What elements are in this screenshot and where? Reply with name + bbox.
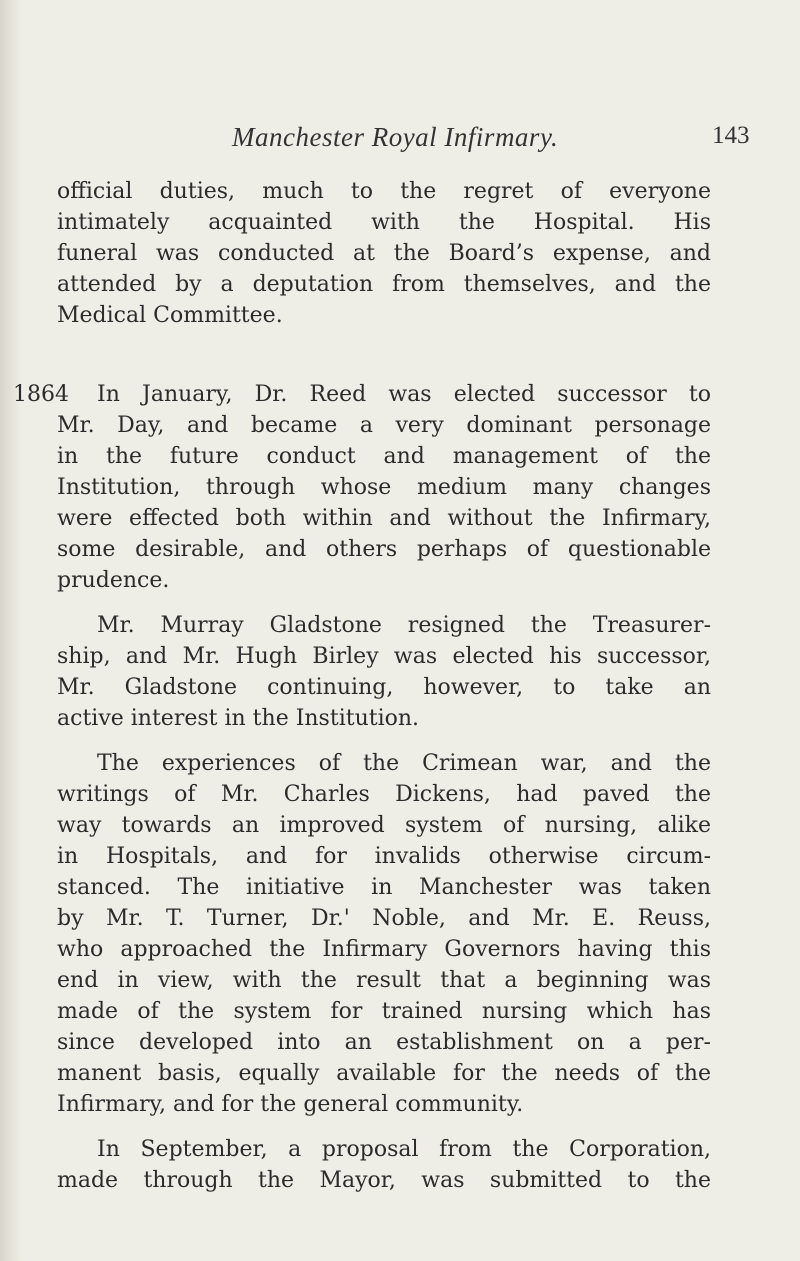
text-line: stanced. The initiative in Manchester was taken: [57, 875, 711, 900]
text-line: by Mr. T. Turner, Dr.' Noble, and Mr. E. Reuss,: [57, 906, 711, 931]
text-line: Mr. Gladstone continuing, however, to take an: [57, 675, 711, 700]
text-line: manent basis, equally available for the needs of the: [57, 1061, 711, 1086]
page-number: 143: [712, 122, 750, 149]
text-line: ship, and Mr. Hugh Birley was elected his successor,: [57, 644, 711, 669]
text-line: official duties, much to the regret of everyone: [57, 179, 711, 204]
text-line: In January, Dr. Reed was elected successor to: [97, 382, 711, 407]
text-line: The experiences of the Crimean war, and the: [97, 751, 711, 776]
text-line: made through the Mayor, was submitted to the: [57, 1168, 711, 1193]
text-line: attended by a deputation from themselves, and the: [57, 272, 711, 297]
text-line: in Hospitals, and for invalids otherwise circum-: [57, 844, 711, 869]
text-line: active interest in the Institution.: [57, 706, 420, 731]
text-line: funeral was conducted at the Board’s expense, and: [57, 241, 711, 266]
page-spine-shadow: [0, 0, 22, 1261]
text-line: since developed into an establishment on a per-: [57, 1030, 711, 1055]
margin-year-note: 1864: [13, 382, 69, 407]
text-line: who approached the Infirmary Governors having this: [57, 937, 711, 962]
text-line: Institution, through whose medium many changes: [57, 475, 711, 500]
text-line: made of the system for trained nursing which has: [57, 999, 711, 1024]
text-line: Mr. Murray Gladstone resigned the Treasurer-: [97, 613, 711, 638]
text-line: way towards an improved system of nursing, alike: [57, 813, 711, 838]
text-line: end in view, with the result that a beginning was: [57, 968, 711, 993]
text-line: Medical Committee.: [57, 303, 283, 328]
text-line: Mr. Day, and became a very dominant personage: [57, 413, 711, 438]
text-line: writings of Mr. Charles Dickens, had paved the: [57, 782, 711, 807]
text-line: were effected both within and without the Infirmary,: [57, 506, 711, 531]
running-head-title: Manchester Royal Infirmary.: [232, 122, 559, 152]
running-head: [0, 120, 800, 160]
text-line: in the future conduct and management of the: [57, 444, 711, 469]
text-line: prudence.: [57, 568, 170, 593]
text-line: Infirmary, and for the general community.: [57, 1092, 524, 1117]
text-line: some desirable, and others perhaps of questionable: [57, 537, 711, 562]
text-line: intimately acquainted with the Hospital. His: [57, 210, 711, 235]
text-line: In September, a proposal from the Corporation,: [97, 1137, 711, 1162]
